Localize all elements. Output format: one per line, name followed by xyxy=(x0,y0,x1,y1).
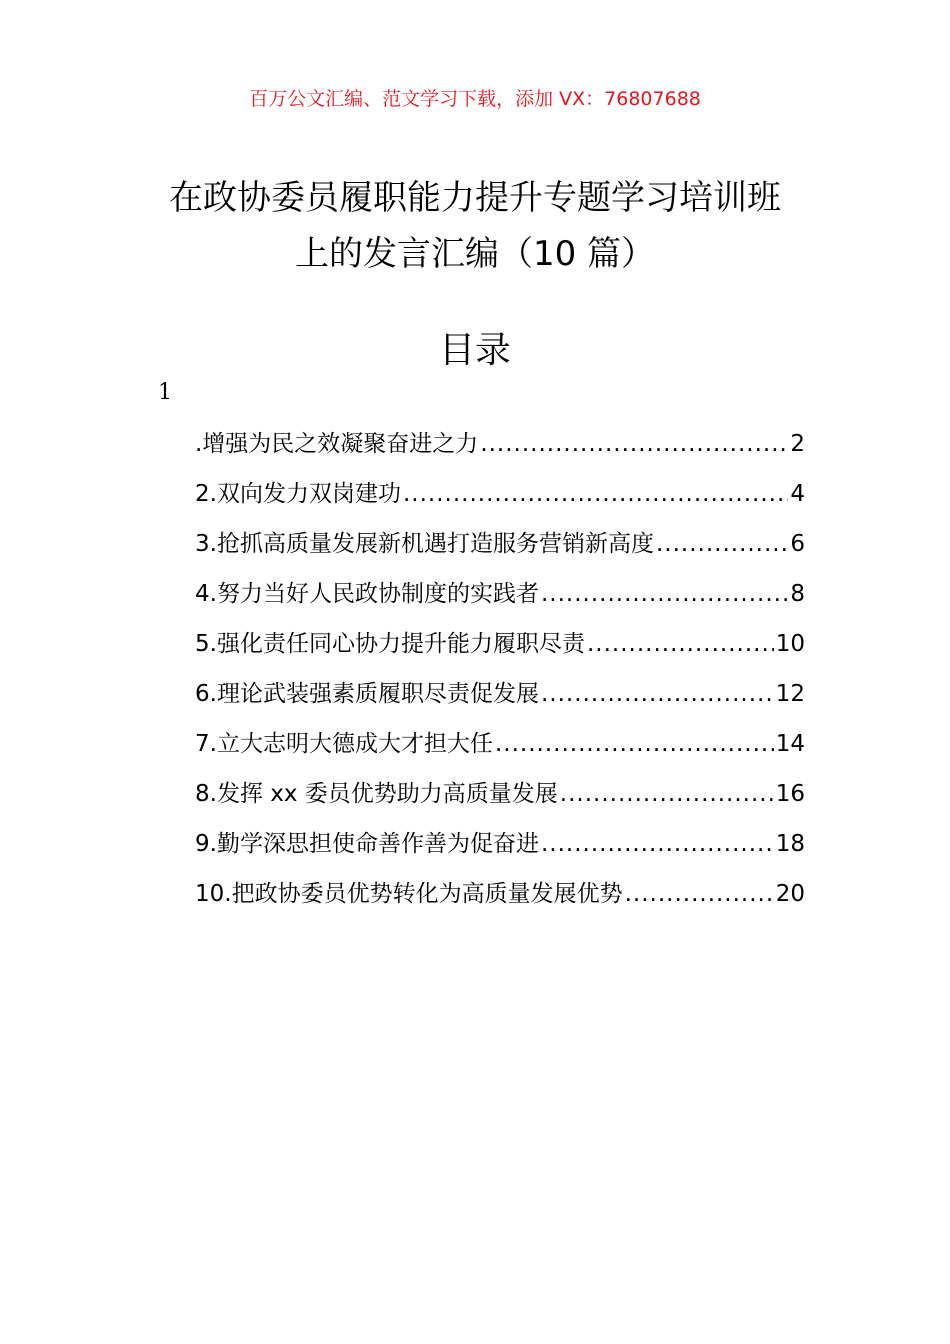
toc-item-page: 16 xyxy=(775,781,805,807)
toc-item[interactable] xyxy=(195,525,805,575)
toc-item-page: 10 xyxy=(775,631,805,657)
toc-leader-dots xyxy=(480,425,788,463)
toc-item-label: 4.努力当好人民政协制度的实践者 xyxy=(195,581,539,607)
toc-item-label: 7.立大志明大德成大才担大任 xyxy=(195,731,493,757)
toc-item-label: 5.强化责任同心协力提升能力履职尽责 xyxy=(195,631,585,657)
toc-leader-dots xyxy=(403,475,788,513)
toc-leader-dots xyxy=(560,775,774,813)
toc-stray-number: 1 xyxy=(158,380,172,405)
toc-item[interactable] xyxy=(195,775,805,825)
toc-item-page: 14 xyxy=(775,731,805,757)
toc-item[interactable] xyxy=(195,725,805,775)
toc-item[interactable] xyxy=(195,675,805,725)
toc-item-page: 20 xyxy=(775,881,805,907)
toc-item-label: 9.勤学深思担使命善作善为促奋进 xyxy=(195,831,539,857)
toc-leader-dots xyxy=(656,525,788,563)
toc-item[interactable] xyxy=(195,625,805,675)
toc-item[interactable] xyxy=(195,475,805,525)
toc-leader-dots xyxy=(541,825,774,863)
toc-item-page: 18 xyxy=(775,831,805,857)
toc-leader-dots xyxy=(541,675,774,713)
toc-item-page: 8 xyxy=(790,581,805,607)
toc-item-page: 6 xyxy=(790,531,805,557)
toc-leader-dots xyxy=(541,575,788,613)
toc-item-page: 4 xyxy=(790,481,805,507)
toc-item[interactable] xyxy=(195,575,805,625)
toc-item-label: 8.发挥 xx 委员优势助力高质量发展 xyxy=(195,781,558,807)
toc-item-label: .增强为民之效凝聚奋进之力 xyxy=(195,431,479,457)
header-note: 百万公文汇编、范文学习下载，添加 VX：76807688 xyxy=(249,88,701,110)
toc-leader-dots xyxy=(625,875,774,913)
toc-item-page: 2 xyxy=(790,431,805,457)
toc-item-label: 2.双向发力双岗建功 xyxy=(195,481,401,507)
document-title xyxy=(120,170,830,282)
toc-item-label: 3.抢抓高质量发展新机遇打造服务营销新高度 xyxy=(195,531,654,557)
toc-leader-dots xyxy=(495,725,774,763)
toc-item[interactable] xyxy=(195,425,805,475)
toc-leader-dots xyxy=(587,625,774,663)
toc-item-label: 6.理论武装强素质履职尽责促发展 xyxy=(195,681,539,707)
toc-heading: 目录 xyxy=(438,330,511,371)
toc-item[interactable] xyxy=(195,825,805,875)
toc-list xyxy=(195,425,805,925)
toc-item-page: 12 xyxy=(775,681,805,707)
toc-item-label: 10.把政协委员优势转化为高质量发展优势 xyxy=(195,881,623,907)
document-title-line-2: 上的发言汇编（10 篇） xyxy=(294,234,656,274)
document-title-line-1: 在政协委员履职能力提升专题学习培训班 xyxy=(169,178,781,218)
toc-item[interactable] xyxy=(195,875,805,925)
